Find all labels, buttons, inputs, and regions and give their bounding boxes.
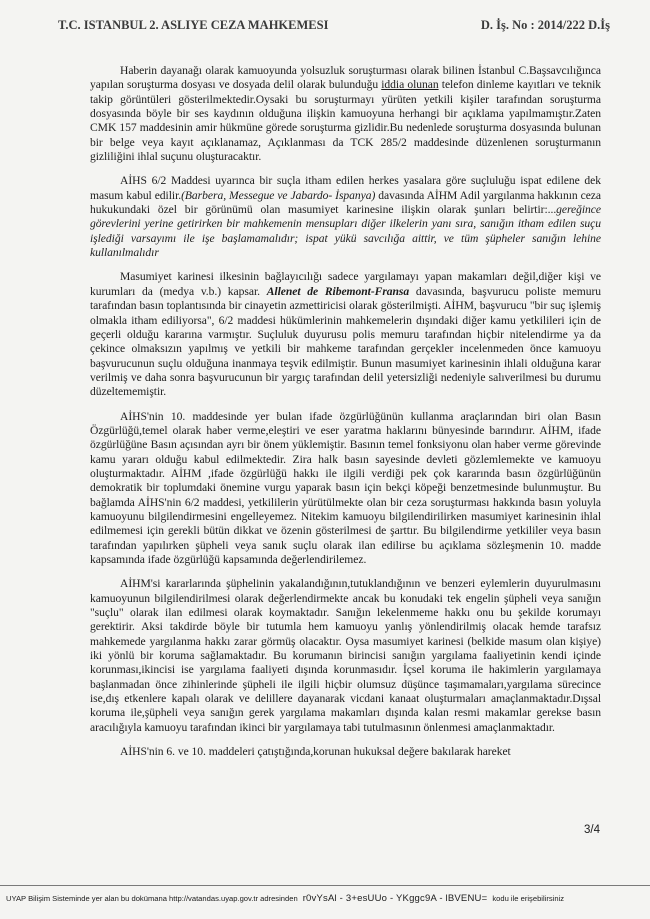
verification-code: r0vYsAl - 3+esUUo - YKggc9A - lBVENU=: [302, 893, 488, 904]
footer-divider: [0, 885, 650, 886]
footer-suffix: kodu ile erişebilirsiniz: [492, 894, 565, 903]
footer-text: UYAP Bilişim Sisteminde yer alan bu dokümana http://vatandas.uyap.gov.tr adresinden: [6, 894, 298, 903]
page-footer: [6, 893, 644, 904]
page-number: 3/4: [584, 824, 600, 836]
paragraph-4: AİHS'nin 10. maddesinde yer bulan ifade özgürlüğünün kullanma araçlarından biri olan Basın Özgürlüğü,temel olarak haber verme,eleştiri ve eser yaratma haklarını bünyesinde barındırır. AİHM, ifade özgürlüğüne Basın açısından ayrı bir önem yüklemiştir. Basının temel fonksiyonu olan haber verme görevinde kamu yararı olduğu kabul edilmektedir. Zira halk basın sayesinde devleti gözlemlemekte ve kamuoyu oluşturmaktadır. AİHM ,ifade özgürlüğü hakkı ile ilgili verdiği pek çok kararında basın özgürlüğünün demokratik bir toplumdaki önemine vurgu yaparak basın için bekçi köpeği benzetmesinde bulunmuştur. Bu bağlamda AİHS'nin 6/2 maddesi, yetkililerin yürütülmekte olan bir ceza soruşturması hakkında basın yoluyla kamuoyunu bilgilendirmesini engelleyemez. Nitekim kamuoyu bilgilendirilirken masumiyet karinesinin ihlal edilmemesi için gerekli bütün dikkat ve özenin gösterilmesi de şarttır. Bu bilgilendirme yetkililer veya basın tarafından yapılırken şüpheli veya sanık suçlu olarak ilan edilirse bu açıklama sözleşmenin 10. madde kapsamında ifade özgürlüğü kapsamında değerlendirilemez.: [90, 409, 601, 566]
paragraph-6: AİHS'nin 6. ve 10. maddeleri çatıştığında,korunan hukuksal değere bakılarak hareket: [120, 745, 511, 759]
paragraph-1: Haberin dayanağı olarak kamuoyunda yolsuzluk soruşturması olarak bilinen İstanbul C.Başsavcılığınca yapılan soruşturma dosyası ve dosyada delil olarak bulunduğu iddia olunan telefon dinleme kayıtları ve teknik takip görüntüleri gösterilmektedir.Oysaki bu soruşturmayı yürüten yetkili kişiler tarafından soruşturma dosyasında böyle bir ses kaydının olduğuna ilişkin kamuoyuna herhangi bir açıklama yapılmamıştır.Zaten CMK 157 maddesinin amir hükmüne görede soruşturma gizlidir.Bu nedenlede soruşturma dosyasında bulunan bir belge veya kayıt açıklanamaz, Açıklanması da TCK 285/2 maddesinde düzenlenen soruşturmanın gizliliğini ihlal suçunu oluşturacaktır.: [90, 64, 601, 164]
document-body: [90, 64, 601, 759]
paragraph-2: AİHS 6/2 Maddesi uyarınca bir suçla itham edilen herkes yasalara göre suçluluğu ispat edilene dek masum kabul edilir.(Barbera, Messegue ve Jabardo- İspanya) davasında AİHM Adil yargılanma hakkının ceza hukukundaki özel bir görünümü olan masumiyet karinesine ilişkin olarak şunları belirtir:...gereğince görevlerini yerine getirirken bir mahkemenin mensupları diğer ilkelerin yanı sıra, sanığın itham edilen suçu işlediği varsayımı ile işe başlamamalıdır; ispat yükü savcılığa aittir, ve tüm şüpheler sanığın lehine kullanılmalıdır: [90, 174, 601, 260]
page-header: [58, 18, 610, 33]
case-number: D. İş. No : 2014/222 D.İş: [480, 18, 610, 32]
court-name: T.C. ISTANBUL 2. ASLIYE CEZA MAHKEMESI: [58, 18, 329, 32]
paragraph-3: Masumiyet karinesi ilkesinin bağlayıcılığı sadece yargılamayı yapan makamları değil,diğer kişi ve kurumları da (medya v.b.) kapsar. Allenet de Ribemont-Fransa davasında, başvurucu poliste memuru tarafından basın toplantısında bir cinayetin azmettiricisi olarak gösterilmişti. AİHM, başvurucu "bir suç işlemiş olmakla itham ediliyorsa", 6/2 maddesi hükümlerinin mahkemelerin dışındaki diğer kamu yetkilileri için de geçerli olduğu kararına varmıştır. Suçluluk duyurusu polis memuru tarafından hiçbir nitelendirme ya da çekince olmaksızın yapılmış ve yetkili bir mahkeme tarafından gerçekler incelenmeden önce kamuoyu başvurucunun suçlu olduğuna inanmaya teşvik edilmiştir. Bunun masumiyet karinesinin ihlali olduğuna karar verilmiş ve daha sonra başvurucunun bir yargıç tarafından delil yetersizliği nedeniyle salıverilmesi bu durumu düzeltememiştir.: [90, 270, 601, 399]
paragraph-5: AİHM'si kararlarında şüphelinin yakalandığının,tutuklandığının ve benzeri eylemlerin duyurulmasını kamuoyunun bilgilendirilmesi olarak değerlendirmekte ancak bu konudaki tek engelin şüpheli veya sanığın "suçlu" olarak ilan edilmesi olarak koymaktadır. Sanığın lekelenmeme hakkı onu bu şekilde korumayı gerektirir. Aksi takdirde böyle bir tutumla hem kamuoyu yanlış yönlendirilmiş olacak hemde tarafsız mahkemede yargılanma hakkı zarar görmüş olacaktır. Oysa masumiyet karinesi (belkide masum olan kişiye) iki yönlü bir koruma sağlamaktadır. Bu korumanın birincisi sanığın yargılama faaliyetinin kendi içinde korunması,ikincisi ise yargılama faaliyeti dışında korunmasıdır. İçsel koruma ile hakimlerin yargılamaya başlanmadan önce zihinlerinde şüpheli ile ilgili hiçbir olumsuz düşünce taşımamaları,yargılama sürecince ise,dış etkenlere kapalı olarak ve delillere dayanarak vicdani kanaat oluşturmaları amaçlanmaktadır.Dışsal koruma ile,şüpheli veya sanığın gerek yargılama makamları dışında kalan resmi makamlar gerekse basın aracılığıyla kamuoyu tarafından ikinci bir yargılamaya tabi tutulmasının önlenmesi amaçlanmaktadır.: [90, 577, 601, 734]
